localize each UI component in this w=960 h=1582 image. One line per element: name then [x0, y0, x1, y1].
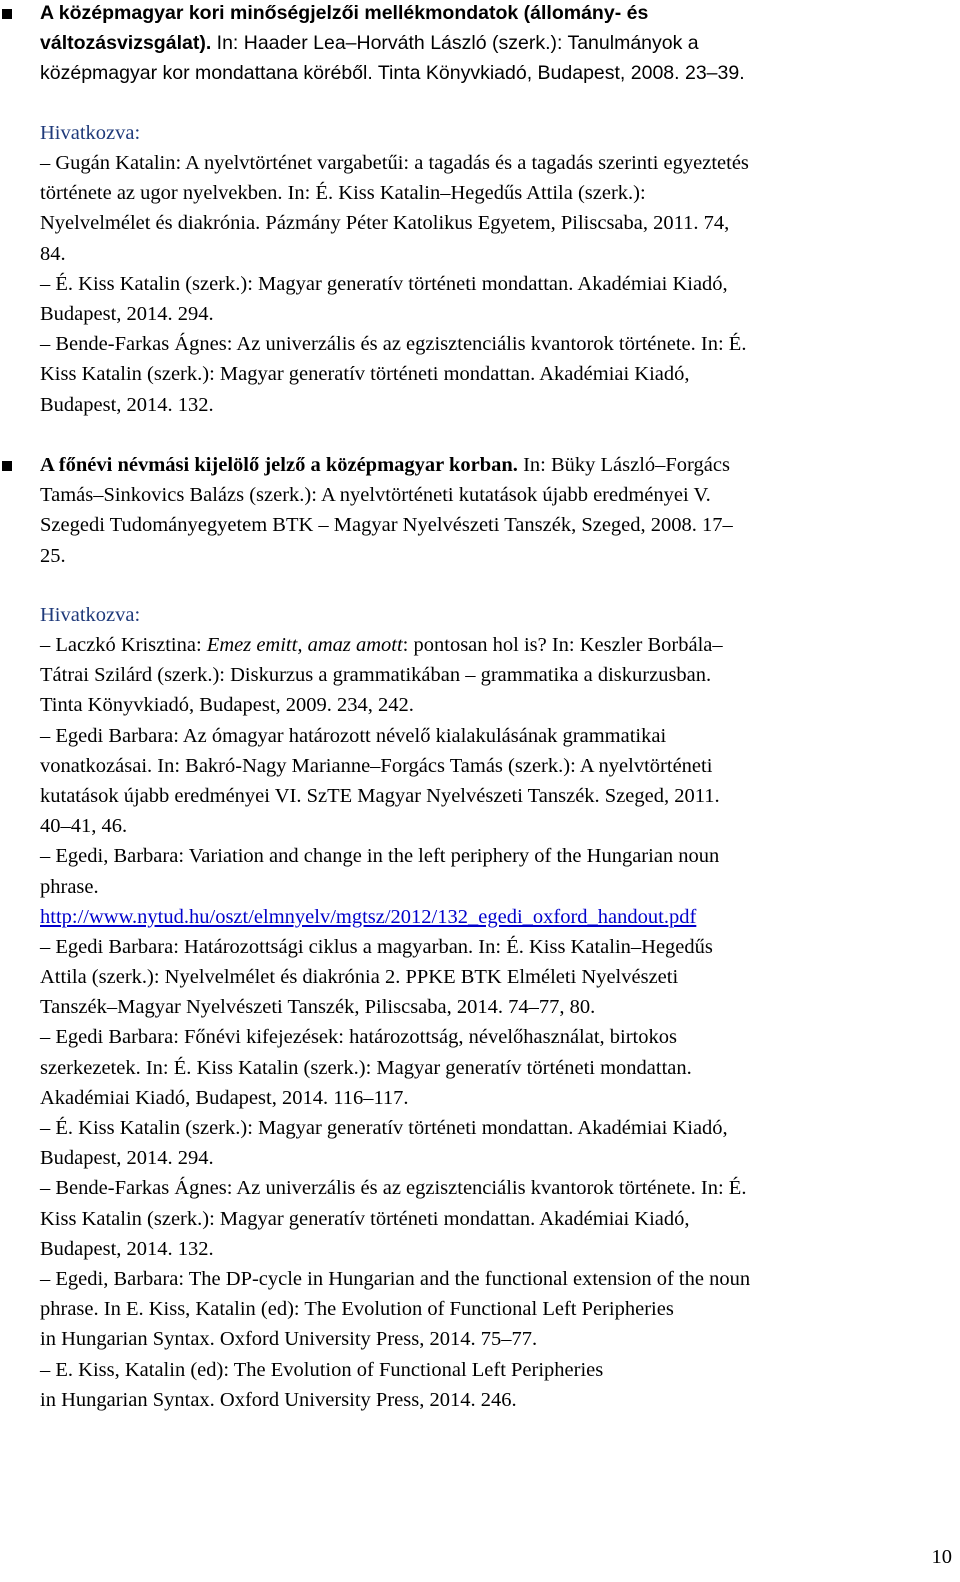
entry-title-line: A főnévi névmási kijelölő jelző a középmagyar korban.: [40, 454, 518, 476]
citation-line: phrase. In E. Kiss, Katalin (ed): The Evolution of Functional Left Peripheries: [40, 1298, 674, 1321]
entry-title-line: A középmagyar kori minőségjelzői mellékmondatok (állomány- és: [40, 2, 649, 24]
citation-line: Kiss Katalin (szerk.): Magyar generatív történeti mondattan. Akadémiai Kiadó,: [40, 363, 690, 386]
bullet-square-icon: [2, 9, 12, 19]
citations-heading: Hivatkozva:: [40, 604, 141, 626]
citation-line: – Bende-Farkas Ágnes: Az univerzális és az egzisztenciális kvantorok története. In: É.: [40, 333, 747, 356]
citation-item: [40, 841, 952, 932]
citation-line: Kiss Katalin (szerk.): Magyar generatív történeti mondattan. Akadémiai Kiadó,: [40, 1207, 690, 1230]
citation-line: Akadémiai Kiadó, Budapest, 2014. 116–117.: [40, 1086, 409, 1109]
citation-item: [40, 1022, 952, 1113]
citation-item: [40, 1173, 952, 1264]
page-number: 10: [931, 1545, 952, 1568]
citations-heading: Hivatkozva:: [40, 122, 141, 144]
citation-line: – Egedi Barbara: Az ómagyar határozott névelő kialakulásának grammatikai: [40, 724, 667, 747]
citation-text: – Laczkó Krisztina:: [40, 634, 207, 656]
citation-item: [40, 269, 952, 329]
citation-line: – Egedi Barbara: Főnévi kifejezések: határozottság, névelőhasználat, birtokos: [40, 1026, 677, 1049]
citation-item: [40, 721, 952, 842]
entry-source: In: Haader Lea–Horváth László (szerk.): Tanulmányok a: [211, 32, 699, 55]
citation-text: : pontosan hol is? In: Keszler Borbála–: [402, 634, 723, 656]
citation-line: Budapest, 2014. 294.: [40, 302, 214, 325]
citation-item: [40, 1264, 952, 1355]
citation-line: vonatkozásai. In: Bakró-Nagy Marianne–Forgács Tamás (szerk.): A nyelvtörténeti: [40, 754, 713, 777]
citation-italic-title: Emez emitt, amaz amott: [206, 634, 403, 656]
citation-line: 40–41, 46.: [40, 815, 128, 838]
citation-item: [40, 630, 952, 721]
entry-title-line: változásvizsgálat).: [40, 32, 212, 55]
citation-item: [40, 329, 952, 420]
citation-item: [40, 1113, 952, 1173]
handout-link[interactable]: http://www.nytud.hu/oszt/elmnyelv/mgtsz/2012/132_egedi_oxford_handout.pdf: [40, 905, 697, 928]
citation-line: – Gugán Katalin: A nyelvtörténet vargabetűi: a tagadás és a tagadás szerinti egyeztetés: [40, 152, 749, 174]
publication-entry-2: [40, 450, 952, 571]
citation-line: Budapest, 2014. 132.: [40, 1237, 214, 1260]
citation-line: Budapest, 2014. 132.: [40, 393, 214, 416]
entry-source: Tamás–Sinkovics Balázs (szerk.): A nyelvtörténeti kutatások újabb eredményei V.: [40, 484, 711, 507]
citation-line: – Bende-Farkas Ágnes: Az univerzális és az egzisztenciális kvantorok története. In: É.: [40, 1177, 747, 1200]
citation-line: története az ugor nyelvekben. In: É. Kiss Katalin–Hegedűs Attila (szerk.):: [40, 182, 646, 205]
citation-line: 84.: [40, 242, 66, 265]
citation-line: kutatások újabb eredményei VI. SzTE Magyar Nyelvészeti Tanszék. Szeged, 2011.: [40, 784, 720, 807]
citation-item: [40, 932, 952, 1023]
citation-line: Tátrai Szilárd (szerk.): Diskurzus a grammatikában – grammatika a diskurzusban.: [40, 664, 712, 687]
citation-item: [40, 1355, 952, 1415]
citation-line: Tinta Könyvkiadó, Budapest, 2009. 234, 242.: [40, 694, 414, 717]
citation-item: [40, 148, 952, 269]
entry-source: In: Büky László–Forgács: [517, 454, 730, 476]
citation-line: – E. Kiss, Katalin (ed): The Evolution of Functional Left Peripheries: [40, 1358, 604, 1381]
citation-line: – Egedi, Barbara: The DP-cycle in Hungarian and the functional extension of the noun: [40, 1267, 751, 1290]
citation-line: Nyelvelmélet és diakrónia. Pázmány Péter Katolikus Egyetem, Piliscsaba, 2011. 74,: [40, 212, 730, 235]
citation-line: szerkezetek. In: É. Kiss Katalin (szerk.): Magyar generatív történeti mondattan.: [40, 1056, 692, 1079]
citation-line: in Hungarian Syntax. Oxford University Press, 2014. 75–77.: [40, 1328, 538, 1351]
entry-source: középmagyar kor mondattana köréből. Tinta Könyvkiadó, Budapest, 2008. 23–39.: [40, 62, 745, 85]
citation-line: Attila (szerk.): Nyelvelmélet és diakrónia 2. PPKE BTK Elméleti Nyelvészeti: [40, 966, 679, 989]
citation-line: phrase.: [40, 875, 99, 898]
publication-entry-1: [40, 0, 952, 89]
citation-line: in Hungarian Syntax. Oxford University Press, 2014. 246.: [40, 1388, 517, 1411]
citation-line: Budapest, 2014. 294.: [40, 1147, 214, 1170]
citation-list-1: [40, 148, 952, 420]
entry-source: 25.: [40, 544, 66, 567]
citation-line: Tanszék–Magyar Nyelvészeti Tanszék, Piliscsaba, 2014. 74–77, 80.: [40, 996, 596, 1019]
entry-source: Szegedi Tudományegyetem BTK – Magyar Nyelvészeti Tanszék, Szeged, 2008. 17–: [40, 514, 733, 537]
bullet-square-icon: [2, 461, 12, 471]
citation-list-2: [40, 630, 952, 1415]
citation-line: – É. Kiss Katalin (szerk.): Magyar generatív történeti mondattan. Akadémiai Kiadó,: [40, 272, 728, 295]
citation-line: – É. Kiss Katalin (szerk.): Magyar generatív történeti mondattan. Akadémiai Kiadó,: [40, 1117, 728, 1139]
citation-line: – Egedi Barbara: Határozottsági ciklus a magyarban. In: É. Kiss Katalin–Hegedűs: [40, 935, 713, 958]
citation-line: – Egedi, Barbara: Variation and change in the left periphery of the Hungarian noun: [40, 845, 720, 868]
